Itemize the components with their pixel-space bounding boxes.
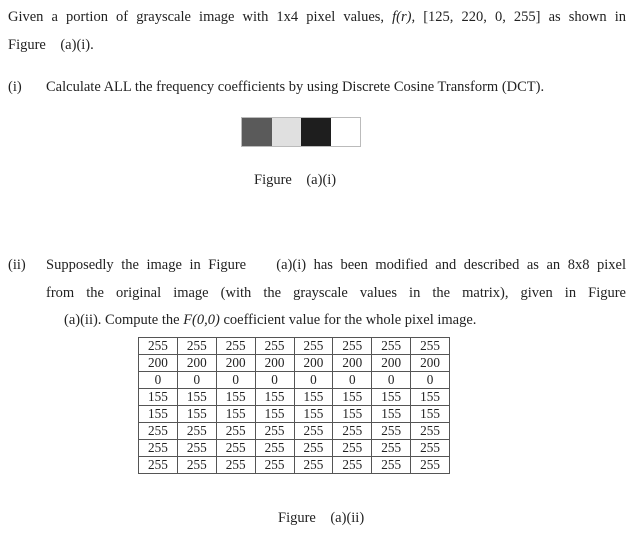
matrix-cell: 255 bbox=[216, 338, 255, 355]
matrix-cell: 0 bbox=[294, 372, 333, 389]
matrix-row bbox=[139, 372, 450, 389]
question-i-text: Calculate ALL the frequency coefficients by using Discrete Cosine Transform (DCT). bbox=[46, 79, 545, 95]
matrix-cell: 255 bbox=[333, 457, 372, 474]
function-symbol: f(r), bbox=[392, 9, 416, 25]
matrix-cell: 255 bbox=[216, 440, 255, 457]
matrix-cell: 0 bbox=[177, 372, 216, 389]
matrix-cell: 255 bbox=[139, 423, 178, 440]
matrix-cell: 0 bbox=[216, 372, 255, 389]
matrix-cell: 200 bbox=[177, 355, 216, 372]
matrix-cell: 255 bbox=[333, 338, 372, 355]
matrix-cell: 255 bbox=[294, 423, 333, 440]
question-ii-number: (ii) bbox=[8, 257, 26, 273]
matrix-cell: 155 bbox=[177, 406, 216, 423]
matrix-row bbox=[139, 355, 450, 372]
matrix-cell: 155 bbox=[333, 406, 372, 423]
pixel-swatch bbox=[301, 118, 331, 146]
matrix-cell: 255 bbox=[411, 457, 450, 474]
matrix-cell: 200 bbox=[294, 355, 333, 372]
matrix-cell: 255 bbox=[372, 440, 411, 457]
matrix-cell: 155 bbox=[294, 406, 333, 423]
matrix-cell: 255 bbox=[411, 440, 450, 457]
figure-a-ii-caption: Figure (a)(ii) bbox=[278, 510, 365, 526]
matrix-cell: 255 bbox=[139, 338, 178, 355]
matrix-cell: 0 bbox=[139, 372, 178, 389]
matrix-cell: 155 bbox=[216, 389, 255, 406]
matrix-row bbox=[139, 457, 450, 474]
question-i bbox=[8, 80, 544, 95]
matrix-cell: 255 bbox=[255, 440, 294, 457]
matrix-cell: 200 bbox=[372, 355, 411, 372]
matrix-cell: 0 bbox=[372, 372, 411, 389]
question-i-number: (i) bbox=[8, 79, 22, 95]
matrix-cell: 255 bbox=[255, 423, 294, 440]
pixel-matrix bbox=[138, 337, 450, 474]
matrix-cell: 155 bbox=[411, 389, 450, 406]
matrix-cell: 255 bbox=[216, 423, 255, 440]
matrix-cell: 200 bbox=[216, 355, 255, 372]
question-ii-line-1: (ii) Supposedly the image in Figure (a)(i) has been modified and described as an 8x8 pixel bbox=[8, 257, 626, 273]
matrix-cell: 0 bbox=[333, 372, 372, 389]
matrix-cell: 255 bbox=[177, 457, 216, 474]
question-ii-line-2: from the original image (with the grayscale values in the matrix), given in Figure bbox=[46, 285, 626, 301]
question-ii-line-3: (a)(ii). Compute the F(0,0) coefficient value for the whole pixel image. bbox=[64, 312, 477, 328]
matrix-row bbox=[139, 338, 450, 355]
matrix-cell: 200 bbox=[139, 355, 178, 372]
pixel-swatch bbox=[331, 118, 361, 146]
matrix-row bbox=[139, 389, 450, 406]
matrix-cell: 255 bbox=[411, 338, 450, 355]
matrix-cell: 255 bbox=[294, 338, 333, 355]
matrix-cell: 0 bbox=[255, 372, 294, 389]
matrix-cell: 155 bbox=[139, 389, 178, 406]
matrix-cell: 255 bbox=[216, 457, 255, 474]
matrix-cell: 155 bbox=[177, 389, 216, 406]
matrix-cell: 155 bbox=[255, 389, 294, 406]
matrix-cell: 255 bbox=[255, 338, 294, 355]
matrix-cell: 255 bbox=[177, 338, 216, 355]
matrix-cell: 255 bbox=[333, 440, 372, 457]
matrix-row bbox=[139, 440, 450, 457]
matrix-cell: 155 bbox=[411, 406, 450, 423]
matrix-cell: 155 bbox=[372, 406, 411, 423]
matrix-cell: 255 bbox=[139, 457, 178, 474]
figure-a-i-caption: Figure (a)(i) bbox=[254, 172, 337, 188]
matrix-cell: 255 bbox=[139, 440, 178, 457]
matrix-cell: 255 bbox=[333, 423, 372, 440]
matrix-cell: 155 bbox=[139, 406, 178, 423]
intro-line-2: Figure (a)(i). bbox=[8, 37, 94, 53]
matrix-cell: 255 bbox=[177, 423, 216, 440]
matrix-cell: 255 bbox=[255, 457, 294, 474]
matrix-cell: 200 bbox=[255, 355, 294, 372]
matrix-cell: 255 bbox=[372, 423, 411, 440]
matrix-cell: 200 bbox=[333, 355, 372, 372]
coefficient-symbol: F(0,0) bbox=[183, 312, 220, 328]
matrix-cell: 0 bbox=[411, 372, 450, 389]
matrix-cell: 255 bbox=[411, 423, 450, 440]
matrix-cell: 155 bbox=[216, 406, 255, 423]
matrix-cell: 255 bbox=[294, 440, 333, 457]
matrix-row bbox=[139, 423, 450, 440]
matrix-cell: 155 bbox=[255, 406, 294, 423]
matrix-cell: 255 bbox=[177, 440, 216, 457]
matrix-cell: 155 bbox=[333, 389, 372, 406]
matrix-row bbox=[139, 406, 450, 423]
matrix-cell: 255 bbox=[294, 457, 333, 474]
matrix-cell: 200 bbox=[411, 355, 450, 372]
intro-line-1: Given a portion of grayscale image with 1x4 pixel values, f(r), [125, 220, 0, 255] as shown in bbox=[8, 9, 626, 25]
matrix-cell: 155 bbox=[372, 389, 411, 406]
pixel-swatch bbox=[242, 118, 272, 146]
matrix-cell: 255 bbox=[372, 338, 411, 355]
matrix-cell: 155 bbox=[294, 389, 333, 406]
pixel-swatch bbox=[272, 118, 302, 146]
matrix-cell: 255 bbox=[372, 457, 411, 474]
pixel-strip-figure bbox=[241, 117, 361, 147]
